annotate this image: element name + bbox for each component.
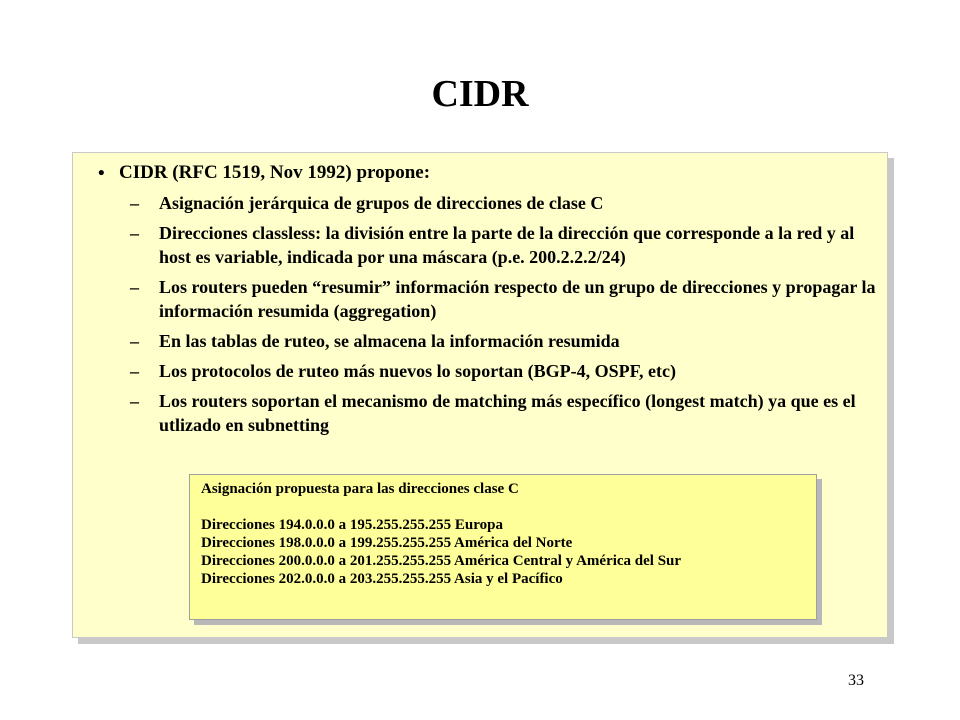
sub-bullet-text: Los routers soportan el mecanismo de matching más específico (longest match) ya que es el utlizado en subnetting <box>159 391 856 435</box>
sub-bullet-item <box>130 191 890 215</box>
dash-marker: – <box>130 391 139 411</box>
sub-bullet-item <box>130 329 890 353</box>
sub-bullet-text: Los protocolos de ruteo más nuevos lo soportan (BGP-4, OSPF, etc) <box>159 361 676 381</box>
sub-bullet-text: Los routers pueden “resumir” información respecto de un grupo de direcciones y propagar la información resumida (aggregation) <box>159 277 876 321</box>
assignment-line-asia-pacifico: Direcciones 202.0.0.0 a 203.255.255.255 Asia y el Pacífico <box>201 571 563 587</box>
dash-marker: – <box>130 361 139 381</box>
sub-bullet-text: Direcciones classless: la división entre la parte de la dirección que corresponde a la red y al host es variable, indicada por una máscara (p.e. 200.2.2.2/24) <box>159 223 855 267</box>
sub-bullet-item <box>130 221 890 269</box>
sub-bullet-item <box>130 389 890 437</box>
slide-title: CIDR <box>431 73 529 115</box>
page-number: 33 <box>848 672 864 689</box>
sub-bullet-text: Asignación jerárquica de grupos de direcciones de clase C <box>159 193 604 213</box>
dash-marker: – <box>130 331 139 351</box>
assignment-text <box>201 480 811 588</box>
sub-bullet-text: En las tablas de ruteo, se almacena la información resumida <box>159 331 620 351</box>
sub-bullet-item <box>130 275 890 323</box>
assignment-line-centro-sudamerica: Direcciones 200.0.0.0 a 201.255.255.255 América Central y América del Sur <box>201 553 682 569</box>
dash-marker: – <box>130 193 139 213</box>
bullet-marker: • <box>98 163 105 184</box>
assignment-line-norteamerica: Direcciones 198.0.0.0 a 199.255.255.255 América del Norte <box>201 535 573 551</box>
dash-marker: – <box>130 277 139 297</box>
assignment-line-europa: Direcciones 194.0.0.0 a 195.255.255.255 Europa <box>201 517 503 533</box>
main-bullet-text: CIDR (RFC 1519, Nov 1992) propone: <box>119 162 431 183</box>
assignment-spacer <box>201 498 811 516</box>
dash-marker: – <box>130 223 139 243</box>
sub-bullet-list <box>130 191 890 443</box>
sub-bullet-item <box>130 359 890 383</box>
assignment-heading: Asignación propuesta para las direcciones clase C <box>201 481 519 497</box>
